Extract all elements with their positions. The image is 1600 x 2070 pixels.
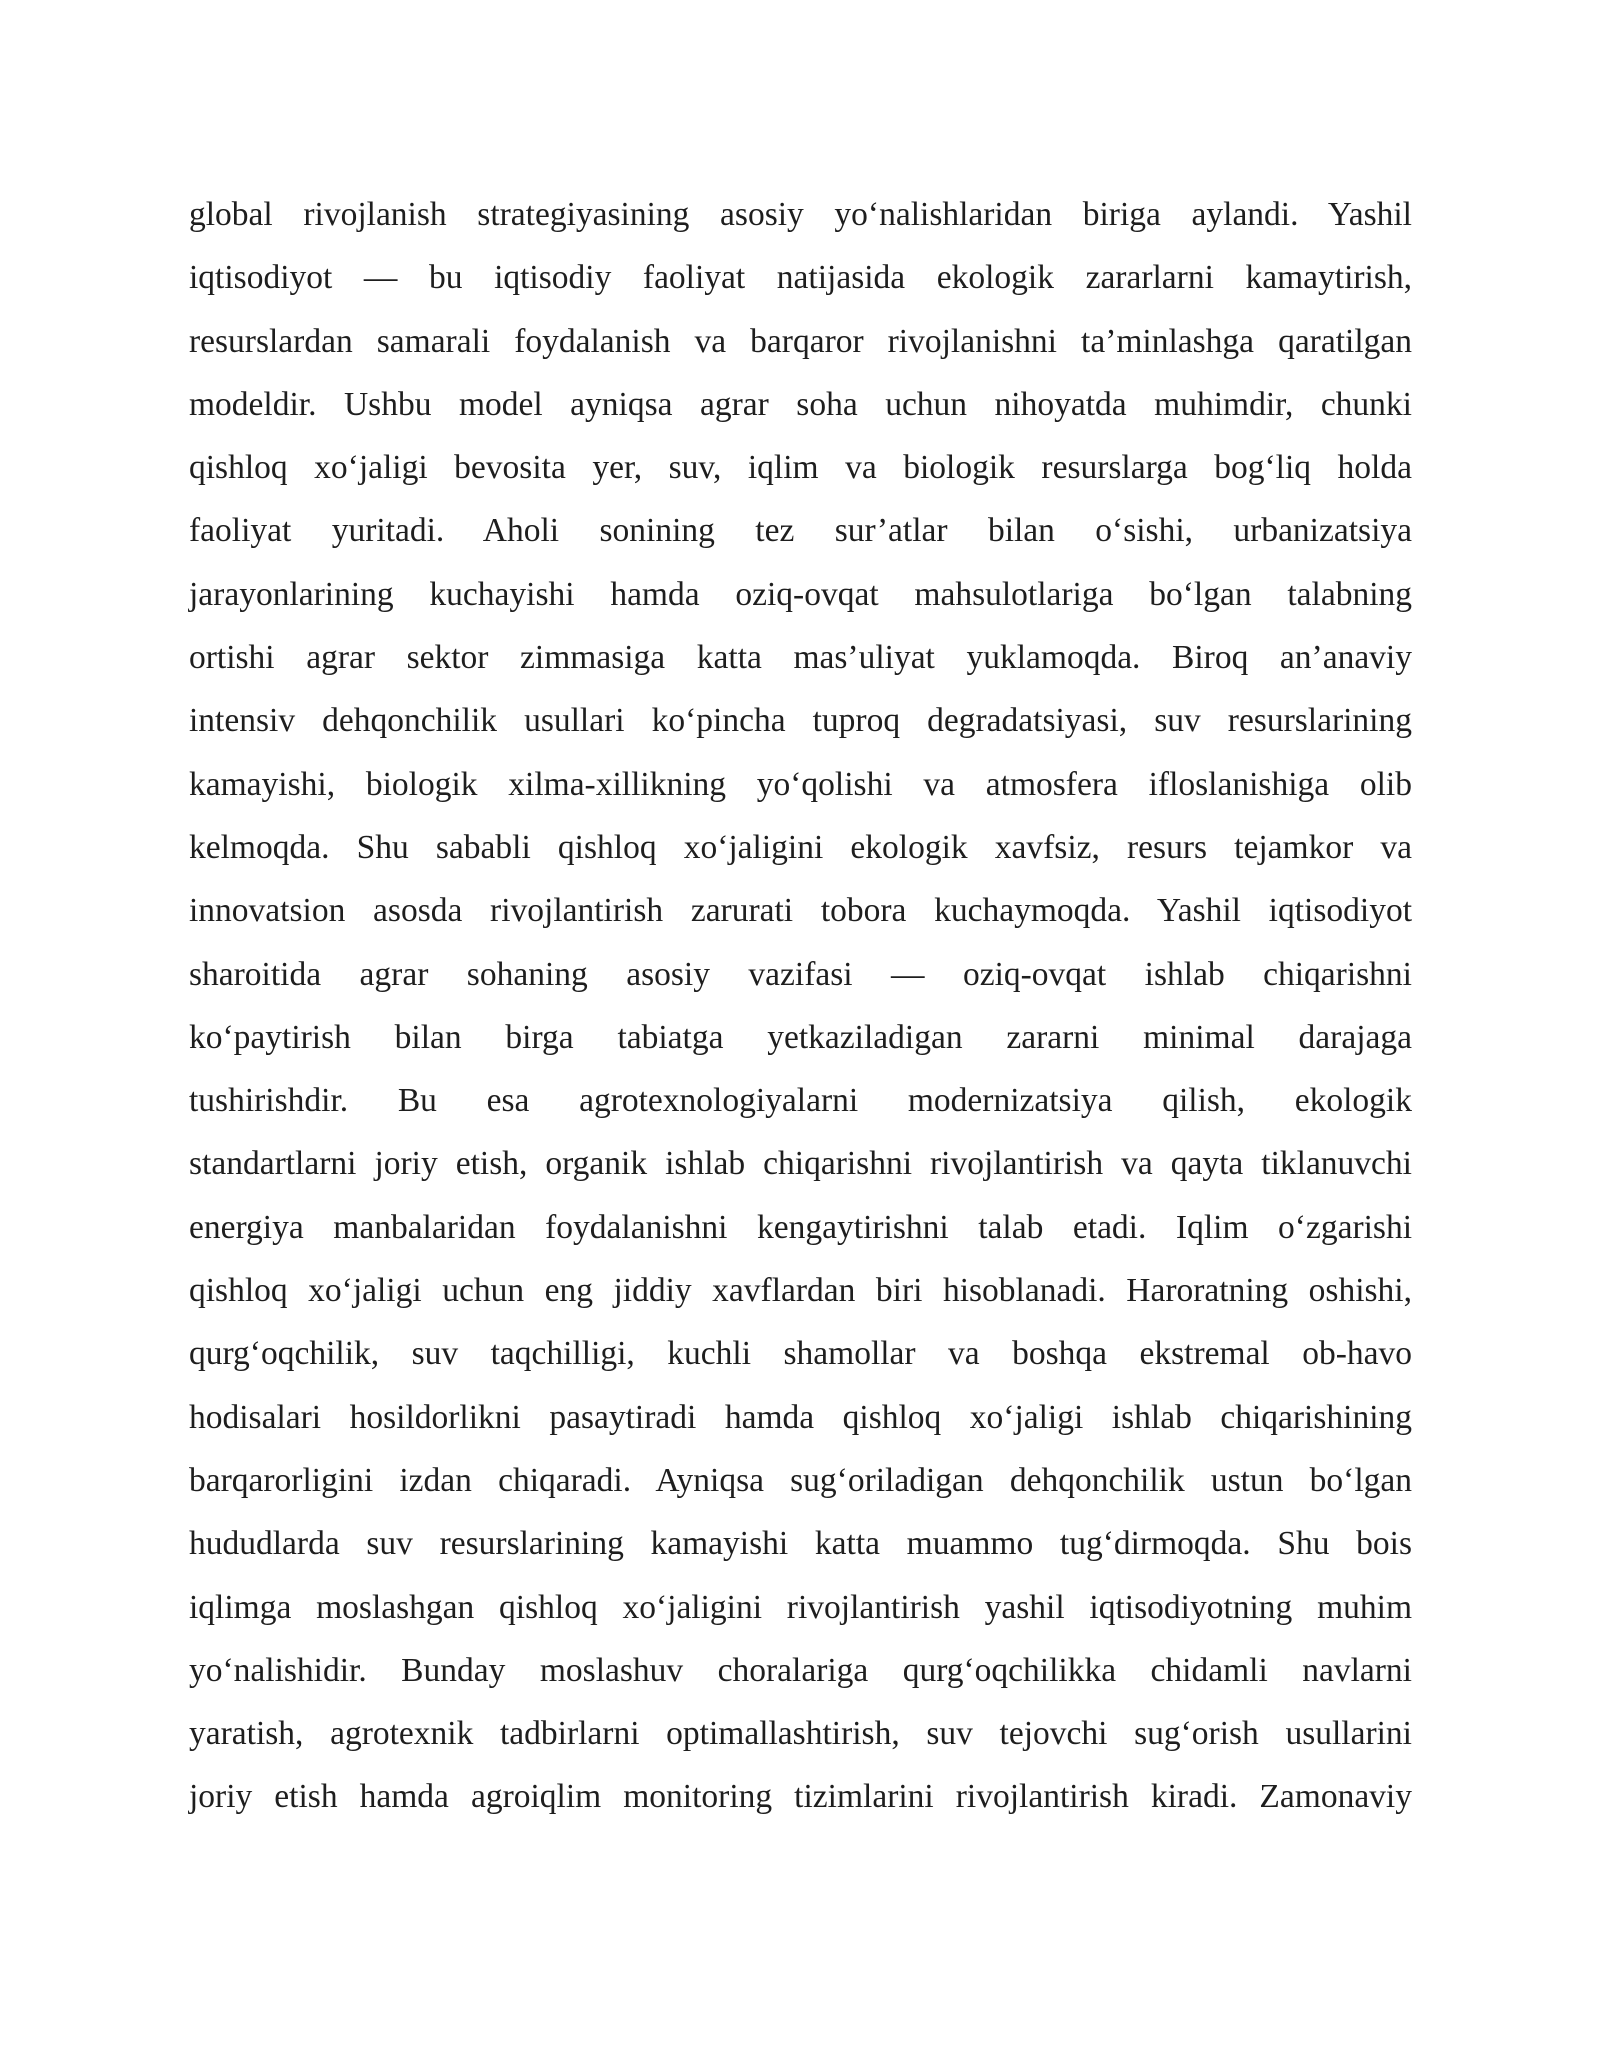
text-line: resurslardan samarali foydalanish va barqaror rivojlanishni ta’minlashga qaratilgan <box>189 322 1412 360</box>
text-line: tushirishdir. Bu esa agrotexnologiyalarni modernizatsiya qilish, ekologik <box>189 1082 1412 1120</box>
text-line: iqlimga moslashgan qishloq xo‘jaligini rivojlantirish yashil iqtisodiyotning muhim <box>189 1588 1412 1626</box>
text-line: qishloq xo‘jaligi uchun eng jiddiy xavflardan biri hisoblanadi. Haroratning oshishi, <box>189 1272 1412 1310</box>
text-line: barqarorligini izdan chiqaradi. Ayniqsa sug‘oriladigan dehqonchilik ustun bo‘lgan <box>189 1461 1412 1499</box>
text-line: joriy etish hamda agroiqlim monitoring tizimlarini rivojlantirish kiradi. Zamonaviy <box>189 1778 1412 1816</box>
text-line: sharoitida agrar sohaning asosiy vazifasi — oziq-ovqat ishlab chiqarishni <box>189 955 1412 993</box>
text-line: modeldir. Ushbu model ayniqsa agrar soha uchun nihoyatda muhimdir, chunki <box>189 385 1412 423</box>
text-line: hududlarda suv resurslarining kamayishi katta muammo tug‘dirmoqda. Shu bois <box>189 1525 1412 1563</box>
text-line: global rivojlanish strategiyasining asosiy yo‘nalishlaridan biriga aylandi. Yashil <box>189 196 1412 233</box>
text-line: innovatsion asosda rivojlantirish zarurati tobora kuchaymoqda. Yashil iqtisodiyot <box>189 892 1412 930</box>
text-line: yo‘nalishidir. Bunday moslashuv choralariga qurg‘oqchilikka chidamli navlarni <box>189 1651 1412 1689</box>
text-line: hodisalari hosildorlikni pasaytiradi hamda qishloq xo‘jaligi ishlab chiqarishining <box>189 1398 1412 1436</box>
text-line: iqtisodiyot — bu iqtisodiy faoliyat natijasida ekologik zararlarni kamaytirish, <box>189 259 1412 297</box>
text-line: qishloq xo‘jaligi bevosita yer, suv, iqlim va biologik resurslarga bog‘liq holda <box>189 449 1412 487</box>
text-line: qurg‘oqchilik, suv taqchilligi, kuchli shamollar va boshqa ekstremal ob-havo <box>189 1335 1412 1373</box>
text-line: jarayonlarining kuchayishi hamda oziq-ovqat mahsulotlariga bo‘lgan talabning <box>189 575 1412 613</box>
text-line: intensiv dehqonchilik usullari ko‘pincha tuproq degradatsiyasi, suv resurslarining <box>189 702 1412 740</box>
text-line: kelmoqda. Shu sababli qishloq xo‘jaligini ekologik xavfsiz, resurs tejamkor va <box>189 828 1412 866</box>
body-text <box>189 183 1412 1829</box>
text-line: standartlarni joriy etish, organik ishlab chiqarishni rivojlantirish va qayta tiklanuvchi <box>189 1145 1412 1183</box>
text-line: yaratish, agrotexnik tadbirlarni optimallashtirish, suv tejovchi sug‘orish usullarini <box>189 1715 1412 1753</box>
text-line: kamayishi, biologik xilma-xillikning yo‘qolishi va atmosfera ifloslanishiga olib <box>189 765 1412 803</box>
text-line: ko‘paytirish bilan birga tabiatga yetkaziladigan zararni minimal darajaga <box>189 1018 1412 1056</box>
text-line: ortishi agrar sektor zimmasiga katta mas’uliyat yuklamoqda. Biroq an’anaviy <box>189 639 1412 677</box>
text-line: faoliyat yuritadi. Aholi sonining tez sur’atlar bilan o‘sishi, urbanizatsiya <box>189 512 1412 550</box>
text-line: energiya manbalaridan foydalanishni kengaytirishni talab etadi. Iqlim o‘zgarishi <box>189 1208 1412 1246</box>
